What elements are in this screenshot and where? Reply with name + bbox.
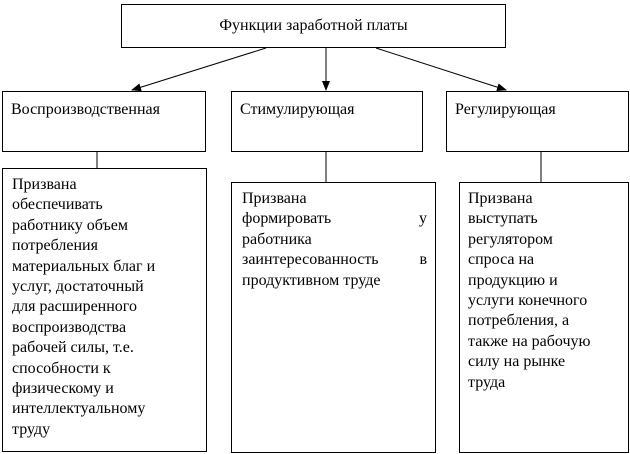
description-line: рабочей силы, т.е. <box>12 339 134 357</box>
arrow-to-regulating <box>376 48 506 90</box>
description-line: интеллектуальному <box>12 400 146 418</box>
description-line: продукцию и <box>468 271 558 289</box>
description-line: Призвана <box>12 176 77 193</box>
description-line: воспроизводства <box>12 318 127 336</box>
description-line: потребления <box>12 237 98 255</box>
description-line: услуги конечного <box>468 292 588 310</box>
arrow-to-reproductive <box>132 48 266 90</box>
function-name: Воспроизводственная <box>11 101 160 118</box>
description-line: способности к <box>12 359 111 377</box>
description-line: услуг, достаточный <box>12 278 144 296</box>
description-line: выступать <box>468 210 538 228</box>
function-header-regulating <box>446 91 629 152</box>
description-line: Призвана <box>468 190 533 207</box>
function-name: Стимулирующая <box>240 101 355 118</box>
description-line: обеспечивать <box>12 196 103 214</box>
description-line: работнику объем <box>12 216 128 234</box>
function-description-reproductive <box>2 168 207 452</box>
description-line: силу на рынке <box>468 353 566 371</box>
description-line: физическому и <box>12 380 114 398</box>
description-line: труду <box>12 420 51 438</box>
description-line: работника <box>242 230 312 248</box>
function-header-stimulating <box>231 91 423 152</box>
description-line: Призвана <box>242 190 307 207</box>
description-line: формировать у <box>242 210 427 228</box>
diagram-title: Функции заработной платы <box>219 17 408 34</box>
description-line: продуктивном труде <box>242 271 381 289</box>
function-description-stimulating <box>231 182 436 453</box>
description-line: труда <box>468 373 506 391</box>
description-line: для расширенного <box>12 298 137 316</box>
diagram-title-box <box>121 4 506 48</box>
description-line: материальных благ и <box>12 257 156 275</box>
description-line: заинтересованность в <box>242 251 427 269</box>
description-line: регулятором <box>468 230 553 248</box>
function-description-regulating <box>459 182 629 453</box>
function-name: Регулирующая <box>455 101 556 118</box>
description-line: спроса на <box>468 251 535 269</box>
description-line: потребления, а <box>468 312 570 330</box>
description-line: также на рабочую <box>468 332 591 350</box>
function-header-reproductive <box>2 91 206 152</box>
